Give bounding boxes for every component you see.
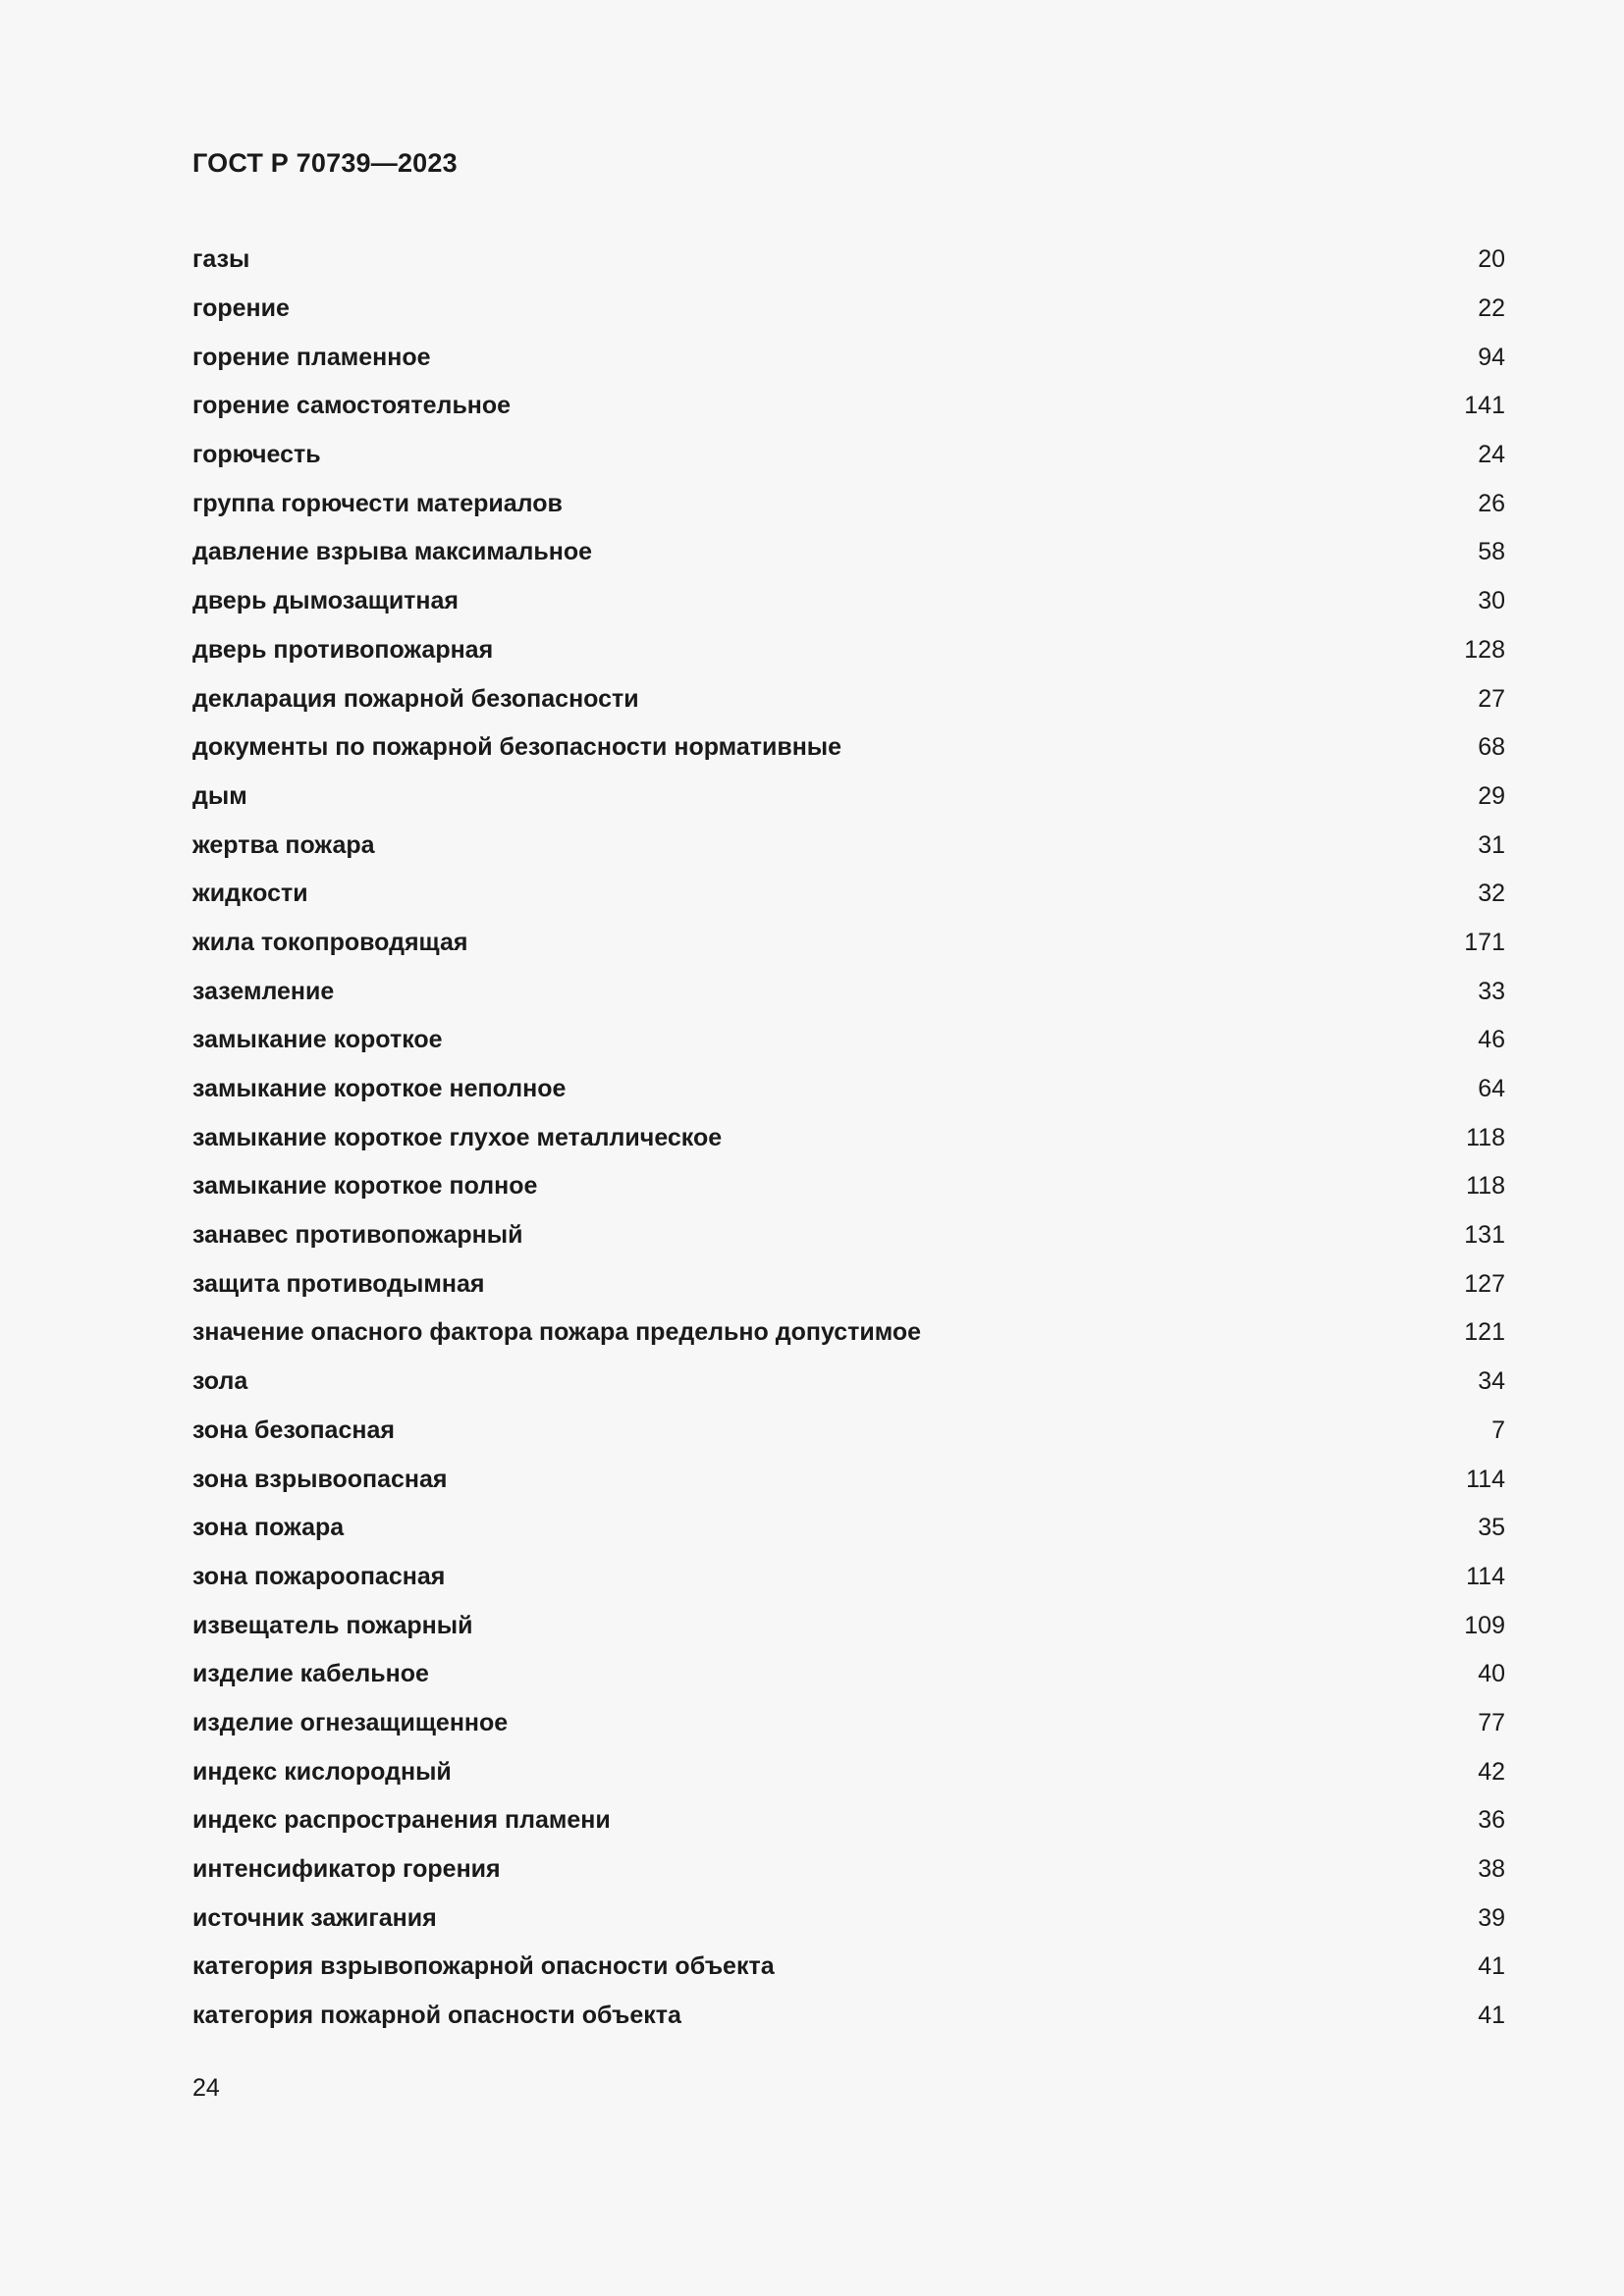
index-term-number: 40 <box>1478 1660 1505 1688</box>
index-term: горение <box>192 294 290 323</box>
index-term: категория взрывопожарной опасности объекта <box>192 1952 775 1981</box>
index-entry <box>192 1259 1505 1308</box>
index-term: горючесть <box>192 441 321 469</box>
index-term: зона пожара <box>192 1514 345 1542</box>
index-entry <box>192 821 1505 870</box>
index-term: значение опасного фактора пожара предельно допустимое <box>192 1318 922 1347</box>
index-entry <box>192 1455 1505 1504</box>
index-entry <box>192 431 1505 480</box>
index-entry <box>192 674 1505 723</box>
index-entry <box>192 1358 1505 1407</box>
index-entry <box>192 1894 1505 1943</box>
index-term: замыкание короткое неполное <box>192 1075 567 1103</box>
index-entry <box>192 479 1505 528</box>
index-term: дверь противопожарная <box>192 635 494 664</box>
index-term: группа горючести материалов <box>192 489 563 517</box>
index-term: жидкости <box>192 880 308 908</box>
index-term: занавес противопожарный <box>192 1221 523 1250</box>
index-entry <box>192 1992 1505 2041</box>
index-term-number: 36 <box>1478 1806 1505 1835</box>
index-term-number: 128 <box>1464 635 1505 664</box>
index-term-number: 171 <box>1464 928 1505 956</box>
index-entry <box>192 919 1505 968</box>
index-term-number: 41 <box>1478 1952 1505 1981</box>
index-term-number: 39 <box>1478 1903 1505 1932</box>
index-term-number: 7 <box>1491 1415 1505 1444</box>
index-term: замыкание короткое полное <box>192 1172 538 1201</box>
index-entry <box>192 333 1505 382</box>
index-term-number: 33 <box>1478 977 1505 1005</box>
index-term-number: 68 <box>1478 733 1505 762</box>
index-term-number: 41 <box>1478 2002 1505 2030</box>
index-term-number: 24 <box>1478 441 1505 469</box>
index-term-number: 29 <box>1478 781 1505 810</box>
index-entry <box>192 1650 1505 1699</box>
index-term-number: 94 <box>1478 343 1505 371</box>
index-term: зона безопасная <box>192 1415 395 1444</box>
index-term-number: 31 <box>1478 830 1505 859</box>
index-term-number: 46 <box>1478 1026 1505 1054</box>
index-term-number: 127 <box>1464 1269 1505 1298</box>
index-term-number: 118 <box>1466 1123 1505 1151</box>
index-term: зона взрывоопасная <box>192 1465 448 1493</box>
index-term-number: 141 <box>1464 392 1505 420</box>
index-entry <box>192 1407 1505 1456</box>
index-term: жертва пожара <box>192 830 375 859</box>
index-entry <box>192 528 1505 577</box>
index-term-number: 38 <box>1478 1855 1505 1884</box>
index-term: зола <box>192 1367 248 1396</box>
index-term: заземление <box>192 977 335 1005</box>
index-term-number: 35 <box>1478 1514 1505 1542</box>
index-term: изделие кабельное <box>192 1660 429 1688</box>
index-term: индекс распространения пламени <box>192 1806 611 1835</box>
index-term-number: 77 <box>1478 1708 1505 1736</box>
index-entry <box>192 236 1505 285</box>
index-entry <box>192 1796 1505 1845</box>
index-entry <box>192 773 1505 822</box>
index-term-number: 118 <box>1466 1172 1505 1201</box>
index-term: давление взрыва максимальное <box>192 538 593 566</box>
index-term-number: 27 <box>1478 684 1505 713</box>
index-term: защита противодымная <box>192 1269 485 1298</box>
index-term-number: 30 <box>1478 587 1505 615</box>
index-entry <box>192 285 1505 334</box>
index-term-number: 109 <box>1464 1611 1505 1639</box>
index-term-number: 64 <box>1478 1075 1505 1103</box>
index-term-number: 22 <box>1478 294 1505 323</box>
index-term-number: 32 <box>1478 880 1505 908</box>
index-term-number: 121 <box>1464 1318 1505 1347</box>
index-term: источник зажигания <box>192 1903 437 1932</box>
index-term: документы по пожарной безопасности нормативные <box>192 733 842 762</box>
index-term-number: 20 <box>1478 245 1505 274</box>
index-entry <box>192 870 1505 919</box>
index-term-number: 114 <box>1466 1562 1505 1590</box>
index-term: горение пламенное <box>192 343 431 371</box>
index-term-number: 34 <box>1478 1367 1505 1396</box>
index-entry <box>192 626 1505 675</box>
index-entry <box>192 1308 1505 1358</box>
index-entry <box>192 1162 1505 1211</box>
page-number: 24 <box>192 2074 220 2102</box>
index-entry <box>192 1113 1505 1162</box>
index-term: жила токопроводящая <box>192 928 468 956</box>
index-entry <box>192 1747 1505 1796</box>
index-term-number: 26 <box>1478 489 1505 517</box>
index-term: изделие огнезащищенное <box>192 1708 509 1736</box>
index-term: дым <box>192 781 247 810</box>
index-term: замыкание короткое глухое металлическое <box>192 1123 723 1151</box>
index-term-number: 114 <box>1466 1465 1505 1493</box>
index-term: декларация пожарной безопасности <box>192 684 639 713</box>
index-entry <box>192 1553 1505 1602</box>
index-term: категория пожарной опасности объекта <box>192 2002 681 2030</box>
index-entry <box>192 1699 1505 1748</box>
index-entry <box>192 1065 1505 1114</box>
index-entry <box>192 1211 1505 1260</box>
index-term: горение самостоятельное <box>192 392 512 420</box>
index-term: газы <box>192 245 250 274</box>
index-entry <box>192 577 1505 626</box>
index-term: зона пожароопасная <box>192 1562 446 1590</box>
index-term-number: 42 <box>1478 1757 1505 1786</box>
index-entry <box>192 1504 1505 1553</box>
index-term-number: 131 <box>1464 1221 1505 1250</box>
index-entry <box>192 1016 1505 1065</box>
index-term: индекс кислородный <box>192 1757 452 1786</box>
index-term-number: 58 <box>1478 538 1505 566</box>
index-entry <box>192 1943 1505 1992</box>
index-entry <box>192 1601 1505 1650</box>
index-term: извещатель пожарный <box>192 1611 473 1639</box>
index-entry <box>192 967 1505 1016</box>
index-entry <box>192 382 1505 431</box>
alphabetical-index <box>192 236 1505 2040</box>
document-header: ГОСТ Р 70739—2023 <box>192 148 458 178</box>
index-term: дверь дымозащитная <box>192 587 460 615</box>
index-entry <box>192 723 1505 773</box>
index-entry <box>192 1845 1505 1895</box>
index-term: замыкание короткое <box>192 1026 443 1054</box>
index-term: интенсификатор горения <box>192 1855 501 1884</box>
